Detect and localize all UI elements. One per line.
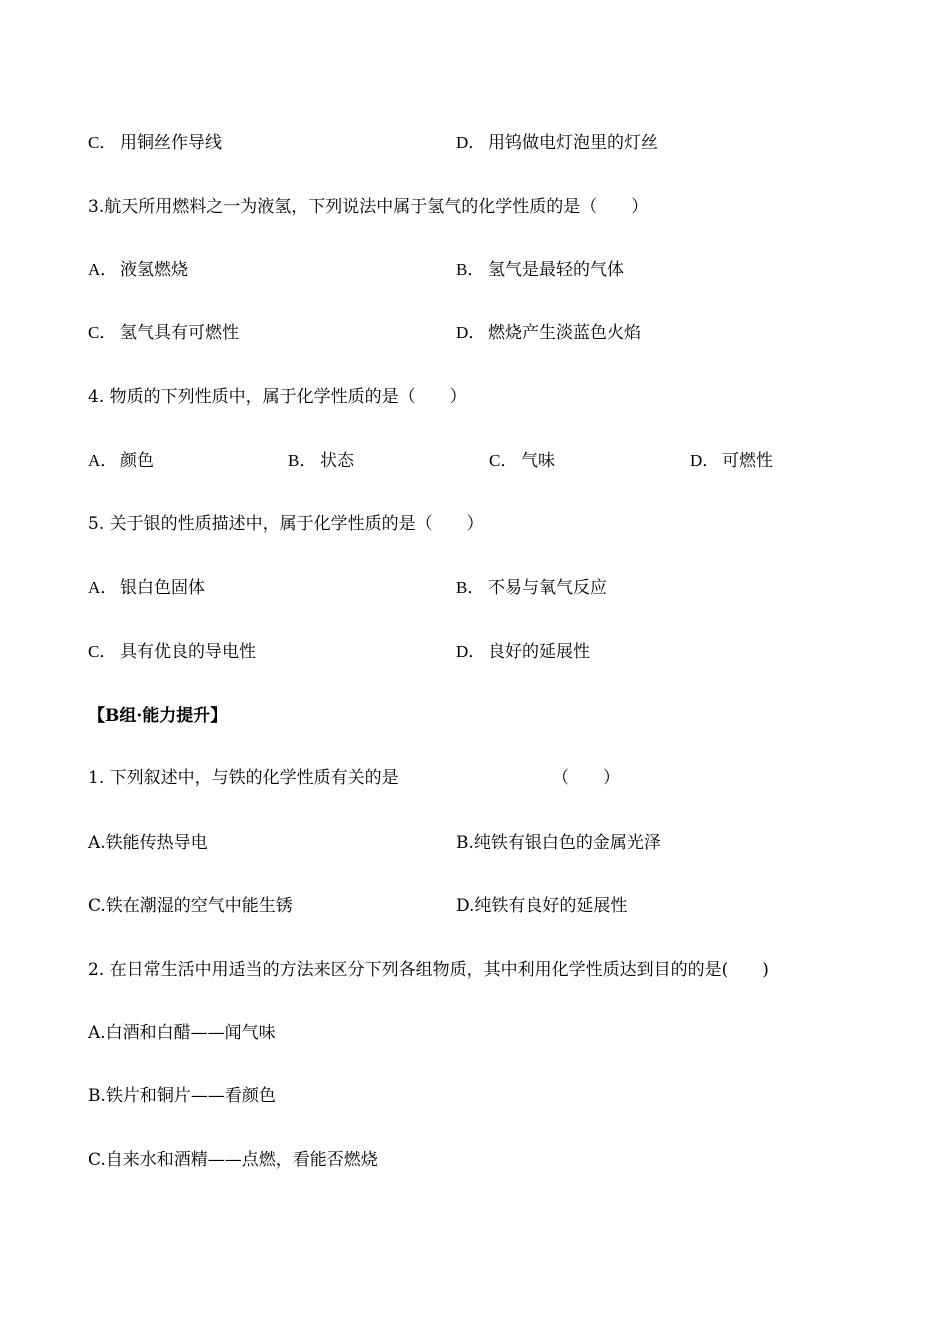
- q3-option-d: [456, 321, 641, 345]
- option-text: 银白色固体: [120, 578, 205, 598]
- option-text: 可燃性: [722, 451, 773, 471]
- option-letter: A．: [88, 578, 118, 597]
- q3-option-b: [456, 258, 624, 282]
- q5-option-b: [456, 576, 607, 600]
- q5-option-c: [88, 640, 256, 664]
- option-letter: C．: [88, 133, 117, 152]
- option-text: 不易与氧气反应: [488, 578, 607, 598]
- option-letter: D．: [690, 451, 720, 470]
- q2-option-c: [88, 131, 222, 155]
- option-text: 状态: [320, 451, 354, 471]
- b1-option-b: B.纯铁有银白色的金属光泽: [456, 833, 661, 853]
- b2-option-a: A.白酒和白醋——闻气味: [88, 1023, 276, 1043]
- b1-option-a: A.铁能传热导电: [88, 833, 208, 853]
- q5-option-a: [88, 576, 205, 600]
- q4-option-b: [288, 449, 354, 473]
- option-text: 具有优良的导电性: [120, 642, 256, 662]
- q4-option-d: [690, 449, 773, 473]
- option-text: 气味: [521, 451, 555, 471]
- option-letter: B．: [456, 578, 485, 597]
- option-letter: C．: [88, 642, 117, 661]
- option-text: 燃烧产生淡蓝色火焰: [488, 323, 641, 343]
- q3-option-a: [88, 258, 188, 282]
- q3-option-c: [88, 321, 239, 345]
- option-letter: B．: [456, 260, 485, 279]
- b1-option-c: C.铁在潮湿的空气中能生锈: [88, 896, 293, 916]
- b1-stem: 1. 下列叙述中，与铁的化学性质有关的是: [88, 768, 399, 788]
- option-text: 液氢燃烧: [120, 260, 188, 280]
- q4-stem: 4. 物质的下列性质中，属于化学性质的是（ ）: [88, 387, 467, 407]
- b2-option-c: C.自来水和酒精——点燃，看能否燃烧: [88, 1150, 378, 1170]
- option-letter: A．: [88, 451, 118, 470]
- option-letter: C．: [489, 451, 518, 470]
- option-text: 用铜丝作导线: [120, 133, 222, 153]
- option-letter: D．: [456, 133, 486, 152]
- option-letter: A．: [88, 260, 118, 279]
- option-letter: D．: [456, 642, 486, 661]
- b1-option-d: D.纯铁有良好的延展性: [456, 896, 628, 916]
- option-text: 颜色: [120, 451, 154, 471]
- option-letter: C．: [88, 323, 117, 342]
- option-text: 氢气具有可燃性: [120, 323, 239, 343]
- q5-option-d: [456, 640, 590, 664]
- section-b-title: 【B组·能力提升】: [88, 706, 228, 726]
- q4-option-c: [489, 449, 555, 473]
- b1-answer-paren: （ ）: [552, 768, 620, 788]
- q2-option-d: [456, 131, 658, 155]
- q4-option-a: [88, 449, 154, 473]
- option-text: 用钨做电灯泡里的灯丝: [488, 133, 658, 153]
- option-letter: B．: [288, 451, 317, 470]
- q3-stem: 3.航天所用燃料之一为液氢，下列说法中属于氢气的化学性质的是（ ）: [88, 197, 649, 217]
- option-letter: D．: [456, 323, 486, 342]
- option-text: 良好的延展性: [488, 642, 590, 662]
- b2-option-b: B.铁片和铜片——看颜色: [88, 1086, 276, 1106]
- b2-stem: 2. 在日常生活中用适当的方法来区分下列各组物质，其中利用化学性质达到目的的是( ): [88, 960, 769, 980]
- option-text: 氢气是最轻的气体: [488, 260, 624, 280]
- q5-stem: 5. 关于银的性质描述中，属于化学性质的是（ ）: [88, 514, 484, 534]
